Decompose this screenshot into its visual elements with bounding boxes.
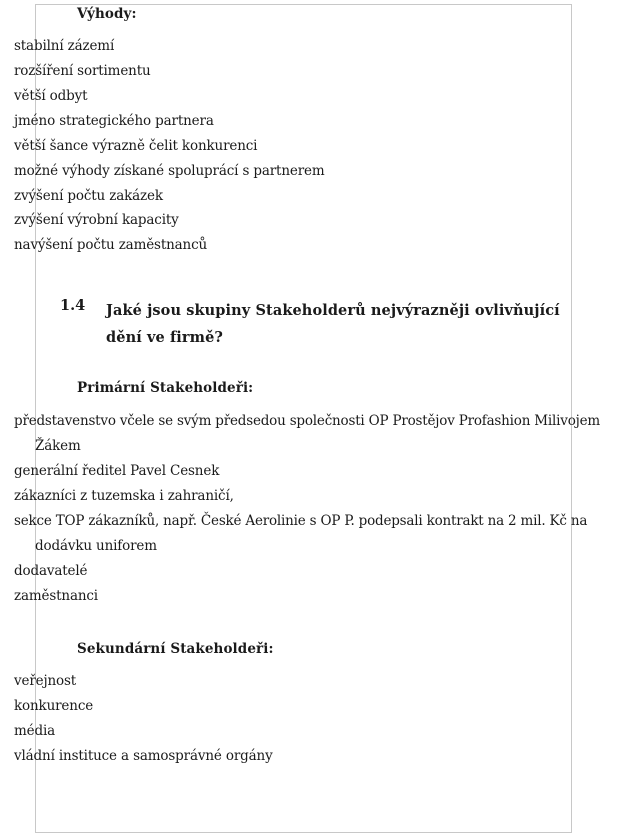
advantage-item: zvýšení počtu zakázek [14,188,163,204]
advantage-item: jméno strategického partnera [14,113,214,129]
primary-board-cont: Žákem [35,438,81,454]
primary-board-line [14,413,600,429]
section-number: 1.4 [60,297,86,314]
primary-top-line [14,513,588,529]
advantages-heading: Výhody: [77,6,137,22]
primary-top-cont: dodávku uniforem [35,538,157,554]
secondary-item: konkurence [14,698,94,714]
advantage-item: větší odbyt [14,88,88,104]
primary-board-text: představenstvo včele se svým předsedou společnosti OP Prostějov Profashion Milivojem [14,413,600,429]
secondary-item: vládní instituce a samosprávné orgány [14,748,273,764]
secondary-item: veřejnost [14,673,77,689]
primary-heading: Primární Stakeholdeři: [77,380,254,396]
advantage-item: zvýšení výrobní kapacity [14,212,179,228]
advantage-item: rozšíření sortimentu [14,63,151,79]
advantage-item: navýšení počtu zaměstnanců [14,237,208,253]
advantage-item: možné výhody získané spoluprácí s partnerem [14,163,325,179]
secondary-heading: Sekundární Stakeholdeři: [77,641,274,657]
primary-top-text: sekce TOP zákazníků, např. České Aerolinie s OP P. podepsali kontrakt na 2 mil. Kč na [14,513,588,529]
advantage-item: větší šance výrazně čelit konkurenci [14,138,258,154]
secondary-item: média [14,723,56,739]
section-title: Jaké jsou skupiny Stakeholderů nejvýrazněji ovlivňující dění ve firmě? [106,302,560,346]
primary-employees: zaměstnanci [14,588,98,604]
primary-customers: zákazníci z tuzemska i zahraničí, [14,488,234,504]
advantage-item: stabilní zázemí [14,38,115,54]
primary-ceo: generální ředitel Pavel Cesnek [14,463,220,479]
primary-suppliers: dodavatelé [14,563,88,579]
